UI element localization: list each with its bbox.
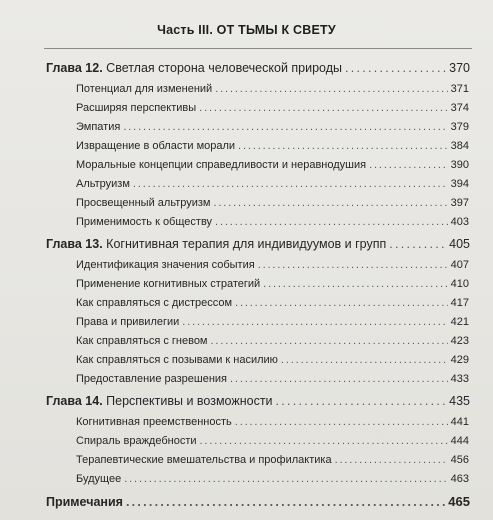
toc-section: Как справляться с дистрессом . . . 417 (76, 297, 469, 309)
toc-section: Предоставление разрешения . . . 433 (76, 373, 469, 385)
chapter-label: Глава 13. (46, 237, 103, 251)
toc-section: Расширяя перспективы . . . 374 (76, 102, 469, 114)
toc-section: Альтруизм . . . 394 (76, 178, 469, 190)
chapter-page: 405 (449, 237, 470, 251)
leader-dots (389, 237, 446, 251)
toc-section: Права и привилегии . . . 421 (76, 316, 469, 328)
toc-section: Идентификация значения события . . . 407 (76, 259, 469, 271)
chapter-title: Светлая сторона человеческой природы (106, 61, 343, 75)
notes-title: Примечания (46, 495, 123, 509)
leader-dots (126, 495, 445, 509)
toc-section: Спираль враждебности . . . 444 (76, 435, 469, 447)
chapter-title: Перспективы и возможности (106, 394, 273, 408)
chapter-label: Глава 14. (46, 394, 103, 408)
toc-section: Моральные концепции справедливости и неравнодушия . . . 390 (76, 159, 469, 171)
divider-top (44, 48, 472, 49)
toc-chapter-12 (46, 61, 470, 75)
notes-page: 465 (448, 494, 470, 509)
toc-section: Применимость к обществу . . . 403 (76, 216, 469, 228)
chapter-label: Глава 12. (46, 61, 103, 75)
toc-section: Когнитивная преемственность . . . 441 (76, 416, 469, 428)
toc-section: Будущее . . . 463 (76, 473, 469, 485)
toc-notes (46, 494, 470, 509)
leader-dots (276, 394, 447, 408)
toc-section: Извращение в области морали . . . 384 (76, 140, 469, 152)
toc-section: Терапевтические вмешательства и профилактика . . . 456 (76, 454, 469, 466)
chapter-title: Когнитивная терапия для индивидуумов и групп (106, 237, 387, 251)
toc-section: Как справляться с гневом . . . 423 (76, 335, 469, 347)
toc-section: Просвещенный альтруизм . . . 397 (76, 197, 469, 209)
toc-section: Эмпатия . . . 379 (76, 121, 469, 133)
chapter-page: 370 (449, 61, 470, 75)
toc-section: Потенциал для изменений . . . 371 (76, 83, 469, 95)
toc-section: Применение когнитивных стратегий . . . 410 (76, 278, 469, 290)
chapter-page: 435 (449, 394, 470, 408)
leader-dots (345, 61, 446, 75)
toc-chapter-13 (46, 237, 470, 251)
toc-section: Как справляться с позывами к насилию . . . 429 (76, 354, 469, 366)
toc-chapter-14 (46, 394, 470, 408)
part-title: Часть III. ОТ ТЬМЫ К СВЕТУ (157, 23, 336, 37)
